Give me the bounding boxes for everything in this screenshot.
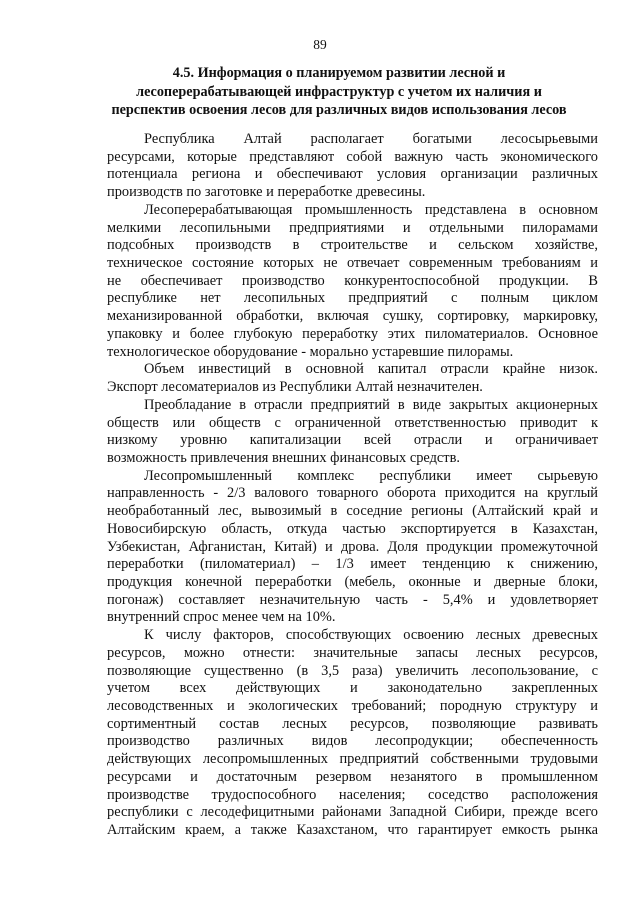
text-line: необработанный лес, вывозимый в соседние регионы (Алтайский край и — [107, 503, 598, 520]
text-line: ресурсов, можно отнести: значительные запасы лесных ресурсов, — [107, 644, 598, 661]
text-line: производство различных видов лесопродукции; обеспеченность — [107, 733, 598, 750]
text-line: направленность - 2/3 валового товарного оборота приходится на круглый — [107, 485, 598, 502]
text-line: учетом всех действующих и законодательно закрепленных — [107, 680, 598, 697]
text-line: внутренний спрос менее чем на 10%. — [107, 609, 336, 626]
page-number: 89 — [313, 37, 327, 52]
heading-line: 4.5. Информация о планируемом развитии лесной и — [172, 65, 506, 81]
text-line: не обеспечивает производство конкурентоспособной продукции. В — [107, 272, 598, 289]
text-line: Алтайским краем, а также Казахстаном, что гарантирует емкость рынка — [107, 822, 598, 839]
text-line: продукция конечной переработки (мебель, оконные и дверные блоки, — [107, 573, 598, 590]
section-heading — [100, 64, 578, 120]
text-line: Экспорт лесоматериалов из Республики Алтай незначителен. — [107, 379, 483, 396]
text-line: сортиментный состав лесных ресурсов, позволяющие развивать — [107, 715, 598, 732]
text-line: производстве трудоспособного населения; соседство расположения — [107, 786, 598, 803]
text-line: Лесоперерабатывающая промышленность представлена в основном — [144, 201, 598, 218]
text-line: Лесопромышленный комплекс республики имеет сырьевую — [144, 467, 598, 484]
text-line: Республика Алтай располагает богатыми лесосырьевыми — [144, 131, 598, 147]
text-line: механизированной обработки, включая сушку, сортировку, маркировку, — [107, 308, 598, 325]
text-line: возможность привлечения внешних финансовых средств. — [107, 449, 460, 466]
text-line: упаковку и более глубокую переработку этих пиломатериалов. Основное — [107, 325, 598, 342]
text-line: республики с лесодефицитными районами Западной Сибири, прежде всего — [107, 804, 598, 821]
text-line: Новосибирскую область, откуда частью экспортируется в Казахстан, — [107, 520, 598, 537]
text-line: Преобладание в отрасли предприятий в виде закрытых акционерных — [144, 396, 598, 413]
text-line: мелкими лесопильными предприятиями и отдельными пилорамами — [107, 219, 598, 236]
text-line: производств по заготовке и переработке древесины. — [107, 184, 426, 201]
text-line: ресурсами и достаточным резервом незанятого в промышленном — [107, 768, 598, 785]
text-line: потенциала региона и обеспечивают условия организации различных — [107, 166, 598, 183]
text-line: лесоводственных и экологических требований; породную структуру и — [107, 698, 598, 714]
text-line: техническое состояние которых не отвечает современным требованиям и — [107, 255, 598, 272]
heading-line: перспектив освоения лесов для различных видов использования лесов — [111, 102, 567, 118]
heading-line: лесоперерабатывающей инфраструктур с учетом их наличия и — [136, 83, 542, 100]
text-line: ресурсами, которые представляют собой важную часть экономического — [107, 148, 598, 165]
text-line: Узбекистан, Афганистан, Китай) и дрова. Доля продукции промежуточной — [107, 538, 598, 555]
text-line: подсобных производств в строительстве и сельском хозяйстве, — [107, 237, 598, 254]
text-line: республике нет лесопильных предприятий с полным циклом — [107, 290, 598, 307]
text-line: технологическое оборудование - морально устаревшие пилорамы. — [107, 343, 514, 360]
text-line: обществ или обществ с ограниченной ответственностью приводит к — [107, 414, 598, 431]
text-line: К числу факторов, способствующих освоению лесных древесных — [144, 627, 598, 644]
body-text — [107, 131, 598, 840]
text-line: погонаж) составляет незначительную часть - 5,4% и удовлетворяет — [107, 591, 598, 608]
text-line: действующих лесопромышленных предприятий собственными трудовыми — [107, 751, 598, 768]
text-line: низкому уровню капитализации всей отрасли и ограничивает — [107, 432, 598, 449]
text-line: Объем инвестиций в основной капитал отрасли крайне низок. — [144, 361, 598, 378]
text-line: позволяющие существенно (в 3,5 раза) увеличить лесопользование, с — [107, 662, 598, 679]
text-line: переработки (пиломатериал) – 1/3 имеет тенденцию к снижению, — [107, 556, 598, 573]
